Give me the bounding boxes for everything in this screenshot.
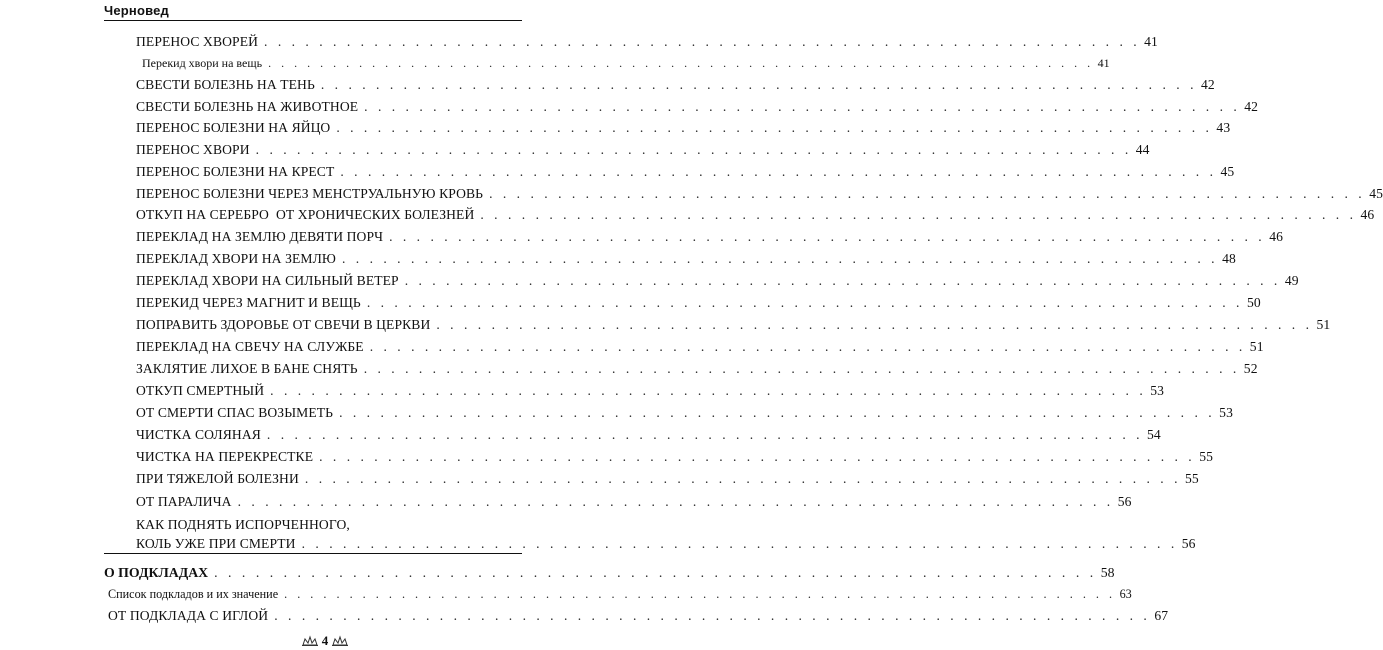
dot-leader: . . . . . . . . . . . . . . . . . . . . . . . . . . . . . . . . . . . . . . . . . . . . . . . . . . . . . . . . . . . . . . . . (364, 99, 1241, 114)
dot-leader: . . . . . . . . . . . . . . . . . . . . . . . . . . . . . . . . . . . . . . . . . . . . . . . . . . . . . . . . . . . . . . . . (237, 494, 1114, 509)
toc-entry (136, 339, 1264, 355)
toc-entry-title-line1: КАК ПОДНЯТЬ ИСПОРЧЕННОГО, (136, 517, 350, 532)
dot-leader: . . . . . . . . . . . . . . . . . . . . . . . . . . . . . . . . . . . . . . . . . . . . . . . . . . . . . . . . . . . . . . . . (489, 186, 1366, 201)
toc-entry-page: 42 (1200, 77, 1215, 92)
toc-entry-title: ЗАКЛЯТИЕ ЛИХОЕ В БАНЕ СНЯТЬ (136, 361, 358, 376)
section-page: 58 (1100, 565, 1115, 580)
toc-entry-title: ОТКУП НА СЕРЕБРО ОТ ХРОНИЧЕСКИХ БОЛЕЗНЕЙ (136, 207, 475, 222)
toc-entry-title: ПЕРЕНОС ХВОРЕЙ (136, 34, 259, 49)
toc-entry-title: ЧИСТКА НА ПЕРЕКРЕСТКЕ (136, 449, 314, 464)
toc-entry-title: СВЕСТИ БОЛЕЗНЬ НА ЖИВОТНОЕ (136, 99, 359, 114)
toc-entry (136, 295, 1261, 311)
section-divider (104, 553, 522, 554)
dot-leader: . . . . . . . . . . . . . . . . . . . . . . . . . . . . . . . . . . . . . . . . . . . . . . . . . . . . . . . . . . . . . . . . (268, 56, 1094, 70)
toc-entry (136, 317, 1331, 333)
dot-leader: . . . . . . . . . . . . . . . . . . . . . . . . . . . . . . . . . . . . . . . . . . . . . . . . . . . . . . . . . . . . . . . . (363, 361, 1240, 376)
toc-entry (136, 405, 1233, 421)
toc-entry (136, 471, 1199, 487)
toc-entry-page: 44 (1135, 142, 1150, 157)
dot-leader: . . . . . . . . . . . . . . . . . . . . . . . . . . . . . . . . . . . . . . . . . . . . . . . . . . . . . . . . . . . . . . . . (274, 608, 1151, 623)
toc-entry-page: 51 (1316, 317, 1331, 332)
toc-entry-title: ПЕРЕНОС БОЛЕЗНИ НА КРЕСТ (136, 164, 335, 179)
toc-entry-page: 41 (1097, 56, 1110, 70)
dot-leader: . . . . . . . . . . . . . . . . . . . . . . . . . . . . . . . . . . . . . . . . . . . . . . . . . . . . . . . . . . . . . . . . (436, 317, 1313, 332)
toc-entry-page: 52 (1243, 361, 1258, 376)
dot-leader: . . . . . . . . . . . . . . . . . . . . . . . . . . . . . . . . . . . . . . . . . . . . . . . . . . . . . . . . . . . . . . . . (266, 427, 1144, 442)
toc-entry-title: ЧИСТКА СОЛЯНАЯ (136, 427, 261, 442)
book-title: Черновед (104, 3, 170, 18)
toc-section-heading (104, 565, 1115, 581)
toc-entry (136, 273, 1299, 289)
crown-ornament-icon (332, 636, 348, 646)
toc-entry-page: 63 (1119, 587, 1132, 601)
toc-entry-page: 46 (1269, 229, 1283, 244)
toc-entry-title: СВЕСТИ БОЛЕЗНЬ НА ТЕНЬ (136, 77, 315, 92)
toc-entry (136, 164, 1235, 180)
dot-leader: . . . . . . . . . . . . . . . . . . . . . . . . . . . . . . . . . . . . . . . . . . . . . . . . . . . . . . . . . . . . . . . . (404, 273, 1281, 288)
toc-entry (136, 536, 1196, 552)
toc-entry-title: ОТКУП СМЕРТНЫЙ (136, 383, 265, 398)
toc-entry-page: 42 (1244, 99, 1259, 114)
toc-entry-title: ПЕРЕКЛАД НА ЗЕМЛЮ ДЕВЯТИ ПОРЧ (136, 229, 384, 244)
toc-entry-page: 49 (1284, 273, 1299, 288)
toc-entry-title: ПЕРЕКИД ЧЕРЕЗ МАГНИТ И ВЕЩЬ (136, 295, 361, 310)
toc-entry (108, 587, 1132, 602)
toc-entry (136, 251, 1236, 267)
toc-entry (136, 99, 1259, 115)
toc-entry-title: КОЛЬ УЖЕ ПРИ СМЕРТИ (136, 536, 296, 551)
toc-entry-page: 41 (1144, 34, 1158, 49)
toc-entry-page: 67 (1154, 608, 1169, 623)
dot-leader: . . . . . . . . . . . . . . . . . . . . . . . . . . . . . . . . . . . . . . . . . . . . . . . . . . . . . . . . . . . . . . . . (366, 295, 1243, 310)
dot-leader: . . . . . . . . . . . . . . . . . . . . . . . . . . . . . . . . . . . . . . . . . . . . . . . . . . . . . . . . . . . . . . . . (320, 77, 1197, 92)
toc-entry-title: ОТ СМЕРТИ СПАС ВОЗЫМЕТЬ (136, 405, 334, 420)
toc-entry (136, 383, 1165, 399)
dot-leader: . . . . . . . . . . . . . . . . . . . . . . . . . . . . . . . . . . . . . . . . . . . . . . . . . . . . . . . . . . . . . . . . (214, 565, 1097, 580)
toc-entry-title: ПЕРЕНОС ХВОРИ (136, 142, 250, 157)
toc-entry (136, 77, 1215, 93)
toc-entry (136, 361, 1258, 377)
dot-leader: . . . . . . . . . . . . . . . . . . . . . . . . . . . . . . . . . . . . . . . . . . . . . . . . . . . . . . . . . . . . . . . . (284, 587, 1116, 601)
toc-entry-page: 56 (1181, 536, 1196, 551)
toc-entry-title: ПЕРЕНОС БОЛЕЗНИ НА ЯЙЦО (136, 120, 331, 135)
dot-leader: . . . . . . . . . . . . . . . . . . . . . . . . . . . . . . . . . . . . . . . . . . . . . . . . . . . . . . . . . . . . . . . . (270, 383, 1147, 398)
toc-entry (136, 120, 1231, 136)
toc-subentry (142, 56, 1110, 71)
toc-entry-page: 43 (1216, 120, 1231, 135)
toc-entry-title: Список подкладов и их значение (108, 587, 279, 601)
toc-entry-page: 55 (1199, 449, 1213, 464)
dot-leader: . . . . . . . . . . . . . . . . . . . . . . . . . . . . . . . . . . . . . . . . . . . . . . . . . . . . . . . . . . . . . . . . (369, 339, 1246, 354)
toc-entry-page: 55 (1185, 471, 1199, 486)
toc-entry (136, 229, 1283, 245)
dot-leader: . . . . . . . . . . . . . . . . . . . . . . . . . . . . . . . . . . . . . . . . . . . . . . . . . . . . . . . . . . . . . . . . (336, 120, 1213, 135)
toc-entry-title: ОТ ПОДКЛАДА С ИГЛОЙ (108, 608, 269, 623)
dot-leader: . . . . . . . . . . . . . . . . . . . . . . . . . . . . . . . . . . . . . . . . . . . . . . . . . . . . . . . . . . . . . . . . (389, 229, 1266, 244)
toc-entry-page: 45 (1220, 164, 1235, 179)
toc-entry-title: ОТ ПАРАЛИЧА (136, 494, 232, 509)
toc-entry-page: 51 (1249, 339, 1264, 354)
dot-leader: . . . . . . . . . . . . . . . . . . . . . . . . . . . . . . . . . . . . . . . . . . . . . . . . . . . . . . . . . . . . . . . . (341, 251, 1219, 266)
toc-entry-title: ПРИ ТЯЖЕЛОЙ БОЛЕЗНИ (136, 471, 299, 486)
dot-leader: . . . . . . . . . . . . . . . . . . . . . . . . . . . . . . . . . . . . . . . . . . . . . . . . . . . . . . . . . . . . . . . . (255, 142, 1132, 157)
toc-entry-page: 56 (1117, 494, 1132, 509)
dot-leader: . . . . . . . . . . . . . . . . . . . . . . . . . . . . . . . . . . . . . . . . . . . . . . . . . . . . . . . . . . . . . . . . (339, 405, 1216, 420)
dot-leader: . . . . . . . . . . . . . . . . . . . . . . . . . . . . . . . . . . . . . . . . . . . . . . . . . . . . . . . . . . . . . . . . (319, 449, 1196, 464)
toc-entry-page: 46 (1360, 207, 1375, 222)
toc-entry (136, 142, 1150, 158)
toc-entry (136, 207, 1375, 223)
page-number: 4 (321, 633, 329, 648)
dot-leader: . . . . . . . . . . . . . . . . . . . . . . . . . . . . . . . . . . . . . . . . . . . . . . . . . . . . . . . . . . . . . . . . (480, 207, 1357, 222)
toc-entry-title: ПЕРЕКЛАД НА СВЕЧУ НА СЛУЖБЕ (136, 339, 364, 354)
dot-leader: . . . . . . . . . . . . . . . . . . . . . . . . . . . . . . . . . . . . . . . . . . . . . . . . . . . . . . . . . . . . . . . . (340, 164, 1217, 179)
toc-entry-title: ПОПРАВИТЬ ЗДОРОВЬЕ ОТ СВЕЧИ В ЦЕРКВИ (136, 317, 431, 332)
toc-entry-page: 53 (1219, 405, 1233, 420)
toc-entry-page: 45 (1369, 186, 1383, 201)
toc-entry-page: 54 (1147, 427, 1161, 442)
toc-entry (136, 186, 1383, 202)
toc-entry (136, 449, 1213, 465)
section-title: О ПОДКЛАДАХ (104, 565, 209, 580)
toc-entry (136, 427, 1161, 443)
toc-entry-title: ПЕРЕКЛАД ХВОРИ НА СИЛЬНЫЙ ВЕТЕР (136, 273, 399, 288)
toc-entry-page: 50 (1246, 295, 1261, 310)
toc-entry (136, 34, 1158, 50)
toc-entry (108, 608, 1169, 624)
toc-entry-title: ПЕРЕНОС БОЛЕЗНИ ЧЕРЕЗ МЕНСТРУАЛЬНУЮ КРОВЬ (136, 186, 484, 201)
toc-entry-page: 53 (1150, 383, 1165, 398)
dot-leader: . . . . . . . . . . . . . . . . . . . . . . . . . . . . . . . . . . . . . . . . . . . . . . . . . . . . . . . . . . . . . . . . (304, 471, 1181, 486)
toc-entry-title: ПЕРЕКЛАД ХВОРИ НА ЗЕМЛЮ (136, 251, 336, 266)
toc-entry (136, 494, 1132, 510)
crown-ornament-icon (302, 636, 318, 646)
dot-leader: . . . . . . . . . . . . . . . . . . . . . . . . . . . . . . . . . . . . . . . . . . . . . . . . . . . . . . . . . . . . . . . . (301, 536, 1178, 551)
dot-leader: . . . . . . . . . . . . . . . . . . . . . . . . . . . . . . . . . . . . . . . . . . . . . . . . . . . . . . . . . . . . . . . . (264, 34, 1141, 49)
page-footer (285, 634, 365, 648)
toc-entry-page: 48 (1222, 251, 1236, 266)
toc-entry-title: Перекид хвори на вещь (142, 56, 263, 70)
